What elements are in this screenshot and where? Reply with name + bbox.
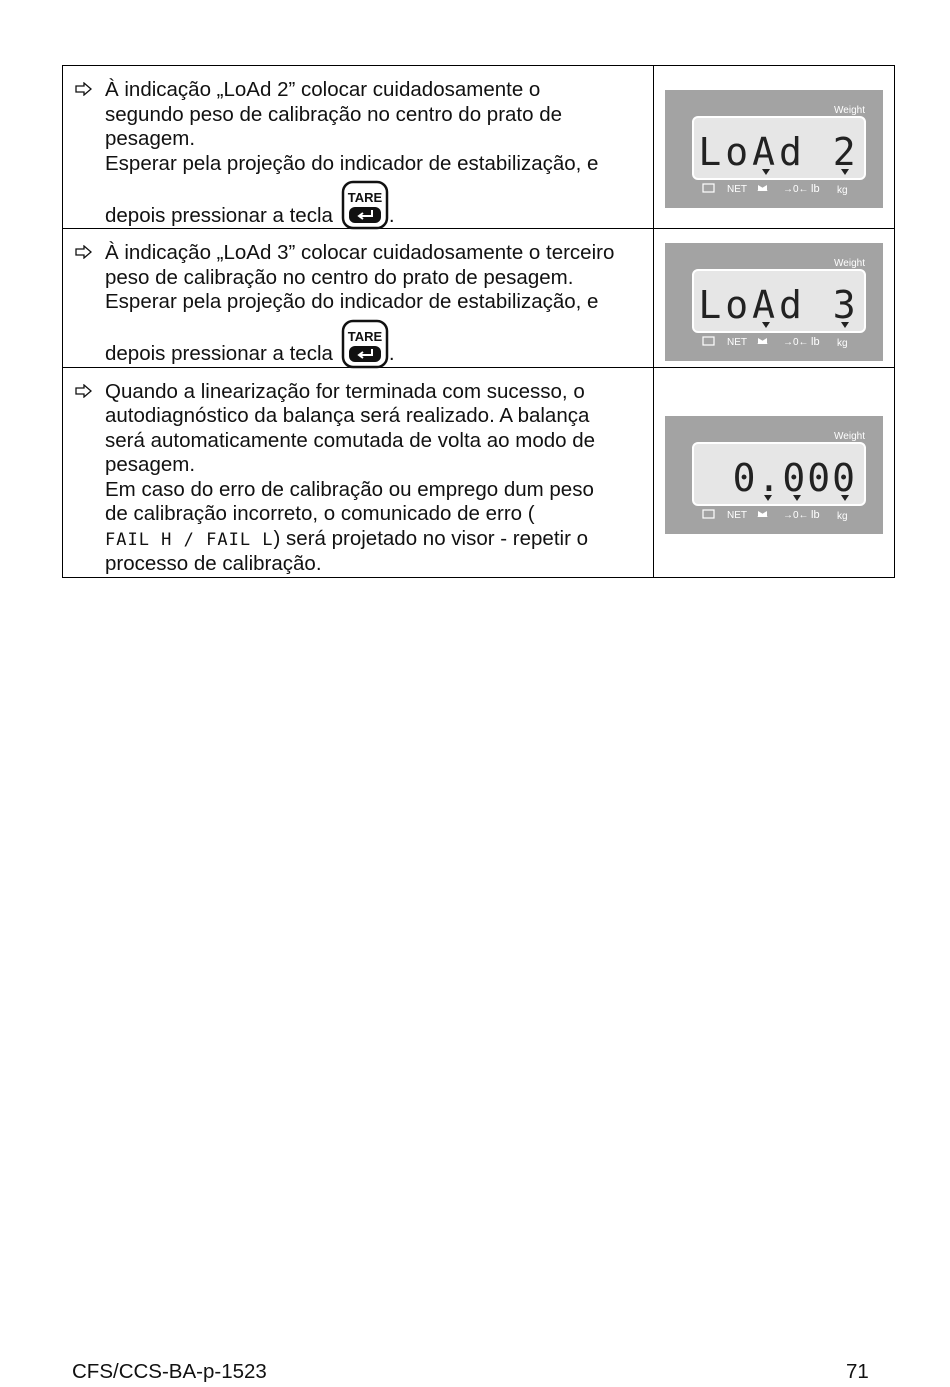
weight-label: Weight bbox=[834, 430, 865, 442]
instruction-table bbox=[62, 65, 895, 578]
scale-display bbox=[665, 243, 883, 361]
instruction-text bbox=[63, 66, 653, 228]
instruction-row bbox=[63, 367, 895, 577]
tare-key-label: TARE bbox=[347, 190, 383, 205]
lb-label: lb bbox=[811, 508, 820, 521]
kg-label: kg bbox=[837, 185, 848, 196]
scale-display bbox=[665, 416, 883, 534]
text-line: segundo peso de calibração no centro do prato de bbox=[105, 102, 563, 126]
text-line: ) será projetado no visor - repetir o bbox=[273, 526, 589, 550]
net-label: NET bbox=[727, 509, 747, 521]
text-line: processo de calibração. bbox=[105, 552, 322, 575]
instruction-text bbox=[63, 229, 653, 367]
text-line: À indicação „LoAd 3” colocar cuidadosamente o terceiro bbox=[105, 241, 615, 264]
net-label: NET bbox=[727, 337, 747, 348]
text-line: Quando a linearização for terminada com sucesso, o bbox=[105, 379, 585, 403]
weight-label: Weight bbox=[834, 105, 865, 116]
text-punct: . bbox=[388, 203, 395, 227]
tare-key-label: TARE bbox=[347, 328, 383, 344]
tare-key-icon bbox=[341, 180, 389, 230]
zero-label: →0← bbox=[783, 509, 809, 521]
page-number: 71 bbox=[846, 1360, 869, 1383]
error-code: FAIL H / FAIL L bbox=[105, 529, 274, 550]
display-readout: LoAd 2 bbox=[698, 130, 860, 174]
lb-label: lb bbox=[811, 336, 820, 348]
text-line: autodiagnóstico da balança será realizado. A balança bbox=[105, 404, 590, 427]
text-line: À indicação „LoAd 2” colocar cuidadosamente o bbox=[105, 78, 541, 101]
kg-label: kg bbox=[837, 510, 848, 522]
text-line: pesagem. bbox=[105, 127, 196, 150]
arrow-right-icon bbox=[75, 384, 93, 398]
lb-label: lb bbox=[811, 183, 820, 195]
kg-label: kg bbox=[837, 338, 848, 349]
text-line: depois pressionar a tecla bbox=[105, 342, 333, 365]
text-line: será automaticamente comutada de volta ao modo de bbox=[105, 428, 596, 452]
net-label: NET bbox=[727, 184, 747, 195]
scale-display bbox=[665, 90, 883, 208]
tare-key-icon bbox=[341, 319, 389, 369]
instruction-row bbox=[63, 229, 895, 368]
text-line: Em caso do erro de calibração ou emprego dum peso bbox=[105, 477, 594, 501]
text-line: Esperar pela projeção do indicador de estabilização, e bbox=[105, 151, 599, 175]
weight-label: Weight bbox=[834, 258, 865, 269]
instruction-text bbox=[63, 368, 653, 577]
document-id: CFS/CCS-BA-p-1523 bbox=[72, 1360, 267, 1383]
arrow-right-icon bbox=[75, 82, 93, 96]
text-line: Esperar pela projeção do indicador de estabilização, e bbox=[105, 290, 599, 313]
display-readout: 0.000 bbox=[732, 455, 857, 500]
text-line: de calibração incorreto, o comunicado de erro ( bbox=[105, 502, 535, 525]
text-line: pesagem. bbox=[105, 453, 196, 476]
text-punct: . bbox=[388, 342, 395, 365]
text-line: peso de calibração no centro do prato de pesagem. bbox=[105, 265, 574, 289]
text-line: depois pressionar a tecla bbox=[105, 203, 333, 227]
zero-label: →0← bbox=[783, 184, 809, 195]
instruction-row bbox=[63, 66, 895, 229]
zero-label: →0← bbox=[783, 337, 809, 348]
arrow-right-icon bbox=[75, 245, 93, 259]
display-readout: LoAd 3 bbox=[698, 283, 860, 327]
